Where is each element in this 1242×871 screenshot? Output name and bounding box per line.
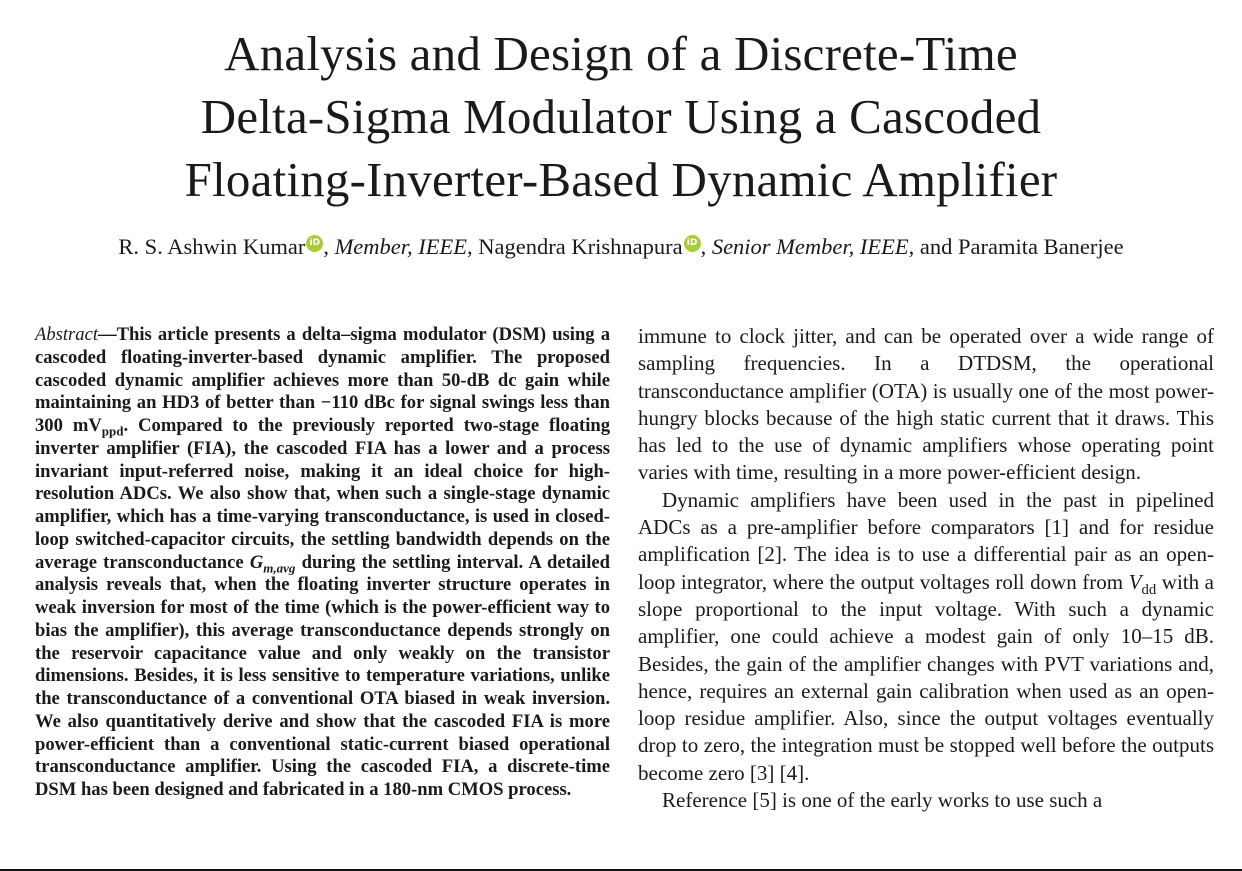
abstract-text-3: during the settling interval. A detailed analysis reveals that, when the floating inverter structure operates in weak inversion for most of the time (which is the power-efficient way to bias the amplifier), this average transconductance depends strongly on the reservoir capacitance value and only weakly on the transistor dimensions. Besides, it is less sensitive to temperature variations, unlike the transconductance of a conventional OTA biased in weak inversion. We also quantitatively derive and show that the cascoded FIA is more power-efficient than a conventional static-current biased operational transconductance amplifier. Using the cascoded FIA, a discrete-time DSM has been designed and fabricated in a 180-nm CMOS process. [35,551,610,800]
author-separator: , [323,234,329,259]
abstract-dash: — [98,324,117,345]
author-separator: , [700,234,707,259]
title-line-3: Floating-Inverter-Based Dynamic Amplifier [184,152,1058,207]
body-column [638,323,1214,814]
body-paragraph-2-text-a: Dynamic amplifiers have been used in the past in pipelined ADCs as a pre-amplifier before comparators [1] and for residue amplification [2]. The idea is to use a differential pair as an open-loop integrator, where the output voltages roll down from [638,487,1214,594]
body-paragraph-2 [638,487,1214,787]
author-list [0,232,1242,262]
author-separator: , [467,234,473,259]
author-affiliation-1: Member, IEEE [334,234,468,259]
author-name-2: Nagendra Krishnapura [478,234,683,259]
abstract-column [35,324,610,802]
body-paragraph-3: Reference [5] is one of the early works to use such a [662,788,1103,813]
abstract-symbol-gm: G [249,551,264,573]
author-conjunction: , and [908,234,953,259]
body-subscript-dd: dd [1141,581,1157,598]
title-line-1: Analysis and Design of a Discrete-Time [224,26,1018,81]
author-affiliation-2: Senior Member, IEEE [711,234,909,259]
abstract-text-1: This article presents a delta–sigma modulator (DSM) using a cascoded floating-inverter-based dynamic amplifier. The proposed cascoded dynamic amplifier achieves more than 50-dB dc gain while maintaining an HD3 of better than −110 dBc for signal swings less than 300 mV [35,324,610,436]
abstract-text-2: . Compared to the previously reported two-stage floating inverter amplifier (FIA), the cascoded FIA has a lower and a process invariant input-referred noise, making it an ideal choice for high-resolution ADCs. We also show that, when such a single-stage dynamic amplifier, which has a time-varying transconductance, is used in closed-loop switched-capacitor circuits, the settling bandwidth depends on the average transconductance [35,415,610,573]
orcid-icon[interactable]: iD [684,235,701,252]
body-symbol-vdd: V [1128,569,1142,594]
paper-title [0,22,1242,211]
body-paragraph-1: immune to clock jitter, and can be operated over a wide range of sampling frequencies. In a DTDSM, the operational transconductance amplifier (OTA) is usually one of the most power-hungry blocks because of the high static current that it draws. This has led to the use of dynamic amplifiers whose operating point varies with time, resulting in a more power-efficient design. [638,324,1214,485]
author-name-1: R. S. Ashwin Kumar [118,234,306,259]
body-paragraph-2-text-b: with a slope proportional to the input voltage. With such a dynamic amplifier, one could achieve a modest gain of only 10–15 dB. Besides, the gain of the amplifier changes with PVT variations and, hence, requires an external gain calibration when used as an open-loop residue amplifier. Also, since the output voltages eventually drop to zero, the integration must be stopped well before the outputs become zero [3] [4]. [638,569,1214,785]
abstract-subscript-ppd: ppd [101,423,124,439]
abstract-subscript-mavg: m,avg [263,560,296,576]
abstract-label: Abstract [35,324,99,345]
orcid-icon[interactable]: iD [306,235,323,252]
author-name-3: Paramita Banerjee [958,234,1124,259]
title-line-2: Delta-Sigma Modulator Using a Cascoded [200,89,1042,144]
